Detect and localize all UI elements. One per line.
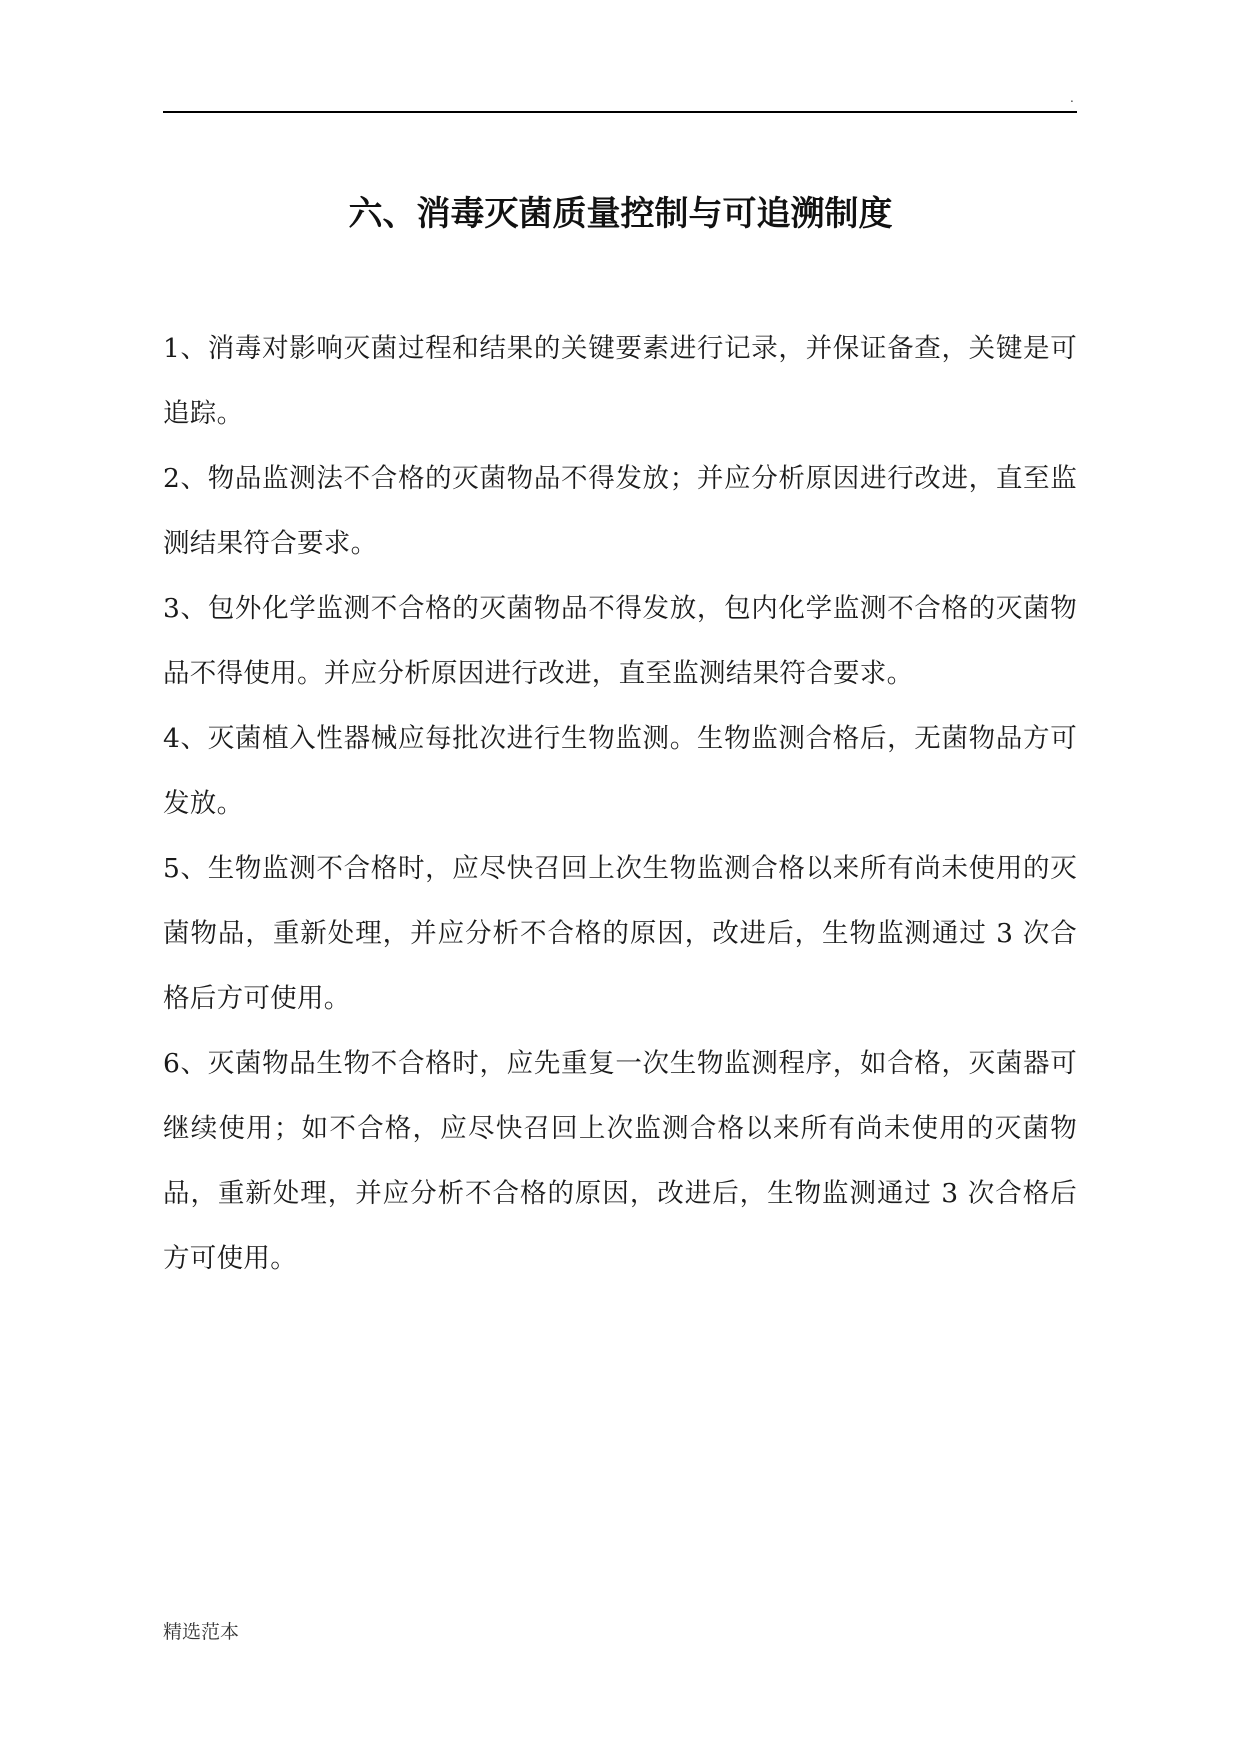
paragraph-5: 5、生物监测不合格时，应尽快召回上次生物监测合格以来所有尚未使用的灭菌物品，重新处理，并应分析不合格的原因，改进后，生物监测通过 3 次合格后方可使用。: [163, 853, 1077, 1014]
header-dot: .: [1070, 91, 1074, 105]
paragraph-1: 1、消毒对影响灭菌过程和结果的关键要素进行记录，并保证备查，关键是可追踪。: [163, 333, 1077, 429]
header-rule: [163, 111, 1077, 113]
paragraph-3: 3、包外化学监测不合格的灭菌物品不得发放，包内化学监测不合格的灭菌物品不得使用。并应分析原因进行改进，直至监测结果符合要求。: [163, 593, 1077, 689]
document-body: [163, 316, 1077, 1291]
footer-text: 精选范本: [163, 1621, 240, 1643]
paragraph-6: 6、灭菌物品生物不合格时，应先重复一次生物监测程序，如合格，灭菌器可继续使用；如不合格，应尽快召回上次监测合格以来所有尚未使用的灭菌物品，重新处理，并应分析不合格的原因，改进后，生物监测通过 3 次合格后方可使用。: [163, 1048, 1077, 1274]
document-title: 六、消毒灭菌质量控制与可追溯制度: [348, 194, 893, 234]
paragraph-2: 2、物品监测法不合格的灭菌物品不得发放；并应分析原因进行改进，直至监测结果符合要求。: [163, 463, 1077, 559]
paragraph-4: 4、灭菌植入性器械应每批次进行生物监测。生物监测合格后，无菌物品方可发放。: [163, 723, 1077, 819]
